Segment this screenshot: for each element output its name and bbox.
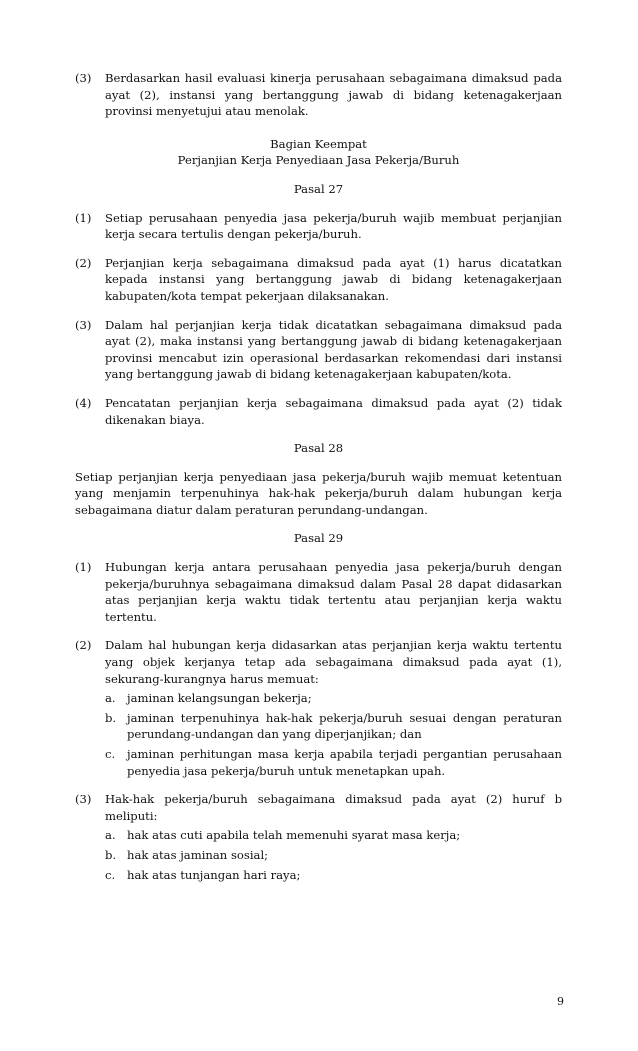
paragraph-number: (3) bbox=[75, 71, 92, 85]
paragraph-number: (1) bbox=[75, 560, 92, 575]
list-text: hak atas tunjangan hari raya; bbox=[127, 867, 301, 882]
list-label: a. bbox=[105, 828, 116, 843]
paragraph-number: (2) bbox=[75, 255, 92, 270]
list-item bbox=[105, 867, 562, 884]
list-text: jaminan kelangsungan bekerja; bbox=[127, 691, 312, 706]
section-heading bbox=[75, 136, 562, 169]
pasal-27-title: Pasal 27 bbox=[293, 181, 344, 196]
page-number: 9 bbox=[557, 995, 564, 1008]
paragraph-text: Hak-hak pekerja/buruh sebagaimana dimaksud pada ayat (2) huruf b meliputi: bbox=[105, 792, 562, 823]
pasal-27-item-2 bbox=[75, 255, 562, 305]
paragraph-text: Setiap perusahaan penyedia jasa pekerja/buruh wajib membuat perjanjian kerja secara tertulis dengan pekerja/buruh. bbox=[105, 210, 562, 242]
list-item bbox=[105, 710, 562, 743]
list-item bbox=[105, 827, 562, 844]
list-text: hak atas cuti apabila telah memenuhi syarat masa kerja; bbox=[127, 828, 461, 843]
paragraph-number: (4) bbox=[75, 395, 92, 410]
list-label: b. bbox=[105, 710, 117, 725]
intro-paragraph bbox=[75, 70, 562, 120]
list-item bbox=[105, 847, 562, 864]
pasal-28-text: Setiap perjanjian kerja penyediaan jasa pekerja/buruh wajib memuat ketentuan yang menjamin terpenuhinya hak-hak pekerja/buruh dalam hubungan kerja sebagaimana diatur dalam peraturan perundang-undangan. bbox=[75, 469, 562, 517]
section-subtitle: Perjanjian Kerja Penyediaan Jasa Pekerja/Buruh bbox=[177, 153, 460, 168]
list-text: hak atas jaminan sosial; bbox=[127, 847, 269, 862]
pasal-27-item-1 bbox=[75, 210, 562, 243]
paragraph-text: Perjanjian kerja sebagaimana dimaksud pada ayat (1) harus dicatatkan kepada instansi yang bertanggung jawab di bidang ketenagakerjaan kabupaten/kota tempat pekerjaan dilaksanakan. bbox=[105, 255, 562, 303]
paragraph-text: Dalam hal perjanjian kerja tidak dicatatkan sebagaimana dimaksud pada ayat (2), maka instansi yang bertanggung jawab di bidang ketenagakerjaan provinsi mencabut izin operasional berdasarkan rekomendasi dari instansi yang bertanggung jawab di bidang ketenagakerjaan kabupaten/kota. bbox=[105, 317, 562, 382]
list-item bbox=[105, 746, 562, 779]
pasal-29-item-3 bbox=[75, 791, 562, 883]
list-label: c. bbox=[105, 867, 116, 882]
pasal-28-title: Pasal 28 bbox=[293, 441, 344, 456]
section-title: Bagian Keempat bbox=[270, 136, 367, 151]
pasal-27-item-3 bbox=[75, 317, 562, 383]
paragraph-text: Hubungan kerja antara perusahaan penyedia jasa pekerja/buruh dengan pekerja/buruhnya sebagaimana dimaksud dalam Pasal 28 dapat didasarkan atas perjanjian kerja waktu tidak tertentu atau perjanjian kerja waktu tertentu. bbox=[105, 560, 562, 624]
paragraph-number: (3) bbox=[75, 792, 92, 807]
pasal-29-title: Pasal 29 bbox=[293, 531, 344, 546]
list-label: a. bbox=[105, 691, 116, 706]
paragraph-text: Dalam hal hubungan kerja didasarkan atas perjanjian kerja waktu tertentu yang objek kerjanya tetap ada sebagaimana dimaksud pada ayat (1), sekurang-kurangnya harus memuat: bbox=[105, 638, 562, 686]
list-label: c. bbox=[105, 747, 116, 761]
paragraph-text: Berdasarkan hasil evaluasi kinerja perusahaan sebagaimana dimaksud pada ayat (2), instansi yang bertanggung jawab di bidang ketenagakerjaan provinsi menyetujui atau menolak. bbox=[105, 71, 562, 119]
document-body bbox=[75, 70, 562, 895]
paragraph-text: Pencatatan perjanjian kerja sebagaimana dimaksud pada ayat (2) tidak dikenakan biaya. bbox=[105, 395, 562, 427]
pasal-29-item-2 bbox=[75, 637, 562, 779]
list-text: jaminan terpenuhinya hak-hak pekerja/buruh sesuai dengan peraturan perundang-undangan dan yang diperjanjikan; dan bbox=[127, 710, 562, 742]
pasal-29-item-1 bbox=[75, 559, 562, 625]
paragraph-number: (1) bbox=[75, 210, 92, 225]
list-text: jaminan perhitungan masa kerja apabila terjadi pergantian perusahaan penyedia jasa pekerja/buruh untuk menetapkan upah. bbox=[127, 747, 562, 778]
pasal-27-item-4 bbox=[75, 395, 562, 428]
paragraph-number: (3) bbox=[75, 317, 92, 332]
paragraph-number: (2) bbox=[75, 638, 92, 653]
list-label: b. bbox=[105, 847, 117, 862]
list-item bbox=[105, 690, 562, 707]
